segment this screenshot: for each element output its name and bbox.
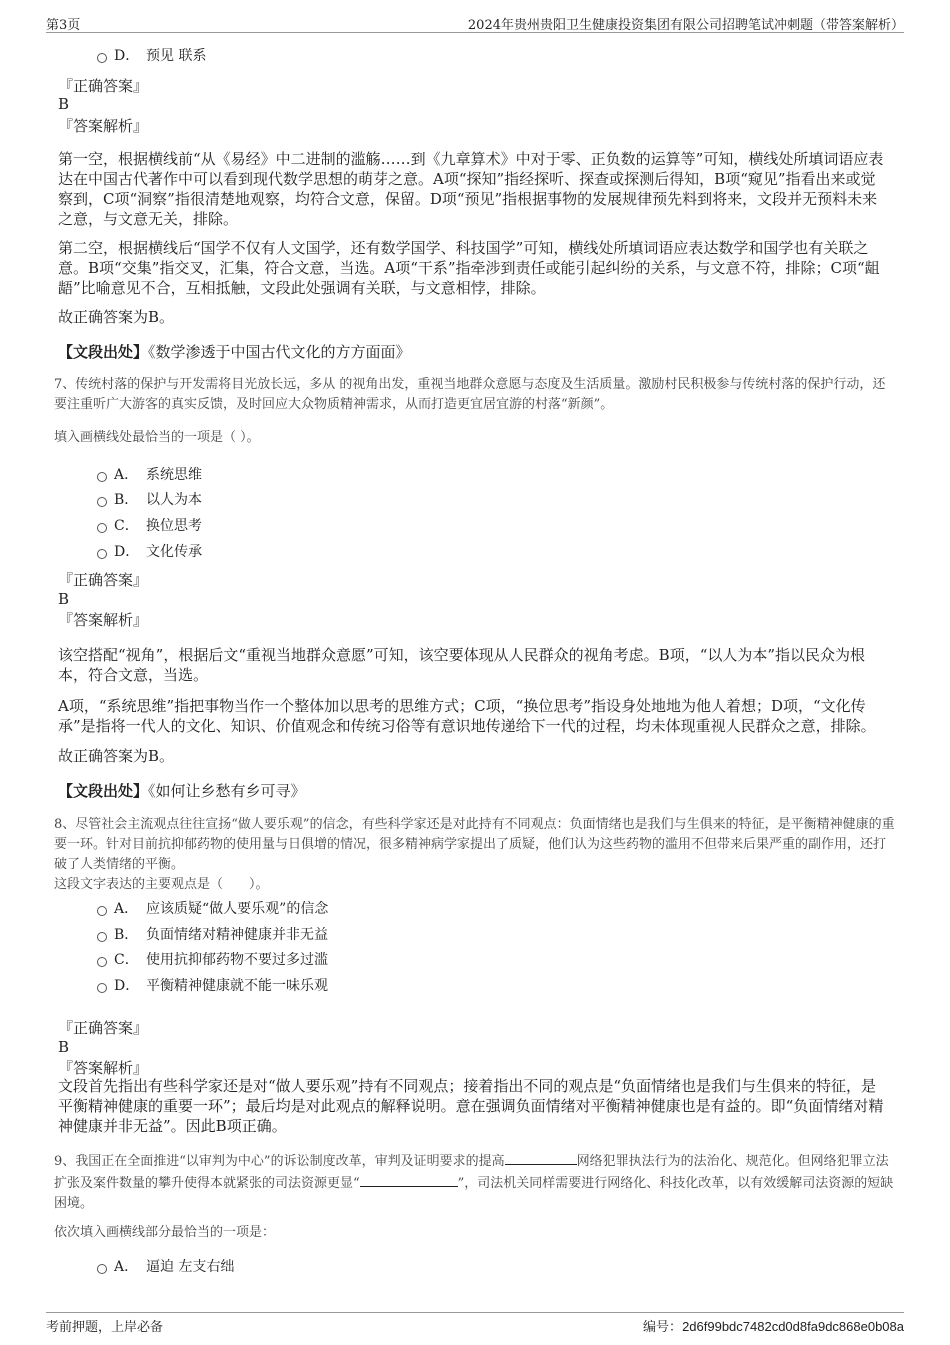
radio-icon[interactable] <box>97 983 107 993</box>
radio-icon[interactable] <box>97 1264 107 1274</box>
q7-analysis-paragraph-1: 该空搭配“视角”，根据后文“重视当地群众意愿”可知，该空要体现从人民群众的视角考虑。B项，“以人为本”指以民众为根本，符合文意，当选。 <box>58 646 866 684</box>
q9-option-a[interactable]: A． 逼迫 左支右绌 <box>97 1257 234 1277</box>
page-number: 第3页 <box>46 18 81 33</box>
page-footer <box>46 1312 904 1335</box>
q9-blank-1 <box>505 1150 577 1165</box>
q7-analysis-conclusion: 故正确答案为B。 <box>58 747 175 765</box>
radio-icon[interactable] <box>97 523 107 533</box>
q6-answer-value: B <box>58 95 70 113</box>
q7-answer-value: B <box>58 590 70 608</box>
q6-source: 【文段出处】《数学渗透于中国古代文化的方方面面》 <box>58 343 411 361</box>
q7-analysis-paragraph-2: A项，“系统思维”指把事物当作一个整体加以思考的思维方式；C项，“换位思考”指设身处地地为他人着想；D项，“文化传承”是指将一代人的文化、知识、价值观念和传统习俗等有意识地传递给下一代的过程，均未体现重视人民群众之意，排除。 <box>58 697 876 735</box>
document-title: 2024年贵州贵阳卫生健康投资集团有限公司招聘笔试冲刺题（带答案解析） <box>467 18 904 33</box>
q9-blank-2 <box>360 1172 458 1187</box>
q7-source: 【文段出处】《如何让乡愁有乡可寻》 <box>58 782 306 800</box>
q8-answer-value: B <box>58 1038 70 1056</box>
q6-answer-label: 『正确答案』 <box>58 77 149 95</box>
q6-analysis-paragraph-1: 第一空，根据横线前“从《易经》中二进制的滥觞……到《九章算术》中对于零、正负数的运算等”可知，横线处所填词语应表达在中国古代著作中可以看到现代数学思想的萌芽之意。A项“探知”指经探听、探查或探测后得知，B项“窥见”指看出来或觉察到，C项“洞察”指很清楚地观察，均符合文意，保留。D项“预见”指根据事物的发展规律预先料到将来，文段并无预料未来之意，与文意无关，排除。 <box>58 150 884 228</box>
q6-analysis-label: 『答案解析』 <box>58 117 149 135</box>
q7-stem: 7、传统村落的保护与开发需将目光放长远，多从 的视角出发，重视当地群众意愿与态度及生活质量。激励村民积极参与传统村落的保护行动，还要注重听广大游客的真实反馈，及时回应大众物质精神需求，从而打造更宜居宜游的村落“新颜”。 <box>54 377 886 412</box>
q7-answer-label: 『正确答案』 <box>58 571 149 589</box>
q8-analysis-label: 『答案解析』 <box>58 1059 149 1077</box>
q7-option-b[interactable]: B． 以人为本 <box>97 490 202 510</box>
radio-icon[interactable] <box>97 472 107 482</box>
radio-icon[interactable] <box>97 53 107 63</box>
q7-option-c[interactable]: C． 换位思考 <box>97 516 202 536</box>
page-header <box>46 14 904 33</box>
q6-analysis-paragraph-2: 第二空，根据横线后“国学不仅有人文国学，还有数学国学、科技国学”可知，横线处所填词语应表达数学和国学也有关联之意。B项“交集”指交叉，汇集，符合文意，当选。A项“干系”指牵涉到责任或能引起纠纷的关系，与文意不符，排除；C项“龃龉”比喻意见不合，互相抵触，文段此处强调有关联，与文意相悖，排除。 <box>58 239 880 297</box>
radio-icon[interactable] <box>97 957 107 967</box>
q9-stem: 9、我国正在全面推进“以审判为中心”的诉讼制度改革，审判及证明要求的提高 网络犯罪执法行为的法治化、规范化。但网络犯罪立法扩张及案件数量的攀升使得本就紧张的司法资源更显“ ”，司法机关同样需要进行网络化、科技化改革，以有效缓解司法资源的短缺困境。 <box>54 1150 896 1214</box>
q7-prompt: 填入画横线处最恰当的一项是（ ）。 <box>54 430 260 445</box>
q8-stem: 8、尽管社会主流观点往往宣扬“做人要乐观”的信念，有些科学家还是对此持有不同观点：负面情绪也是我们与生俱来的特征，是平衡精神健康的重要一环。针对目前抗抑郁药物的使用量与日俱增的情况，很多精神病学家提出了质疑，他们认为这些药物的滥用不但带来后果严重的副作用，还打破了人类情绪的平衡。 <box>54 817 895 872</box>
q8-prompt: 这段文字表达的主要观点是（ ）。 <box>54 877 269 892</box>
radio-icon[interactable] <box>97 549 107 559</box>
footer-slogan: 考前押题，上岸必备 <box>46 1320 164 1335</box>
q6-analysis-conclusion: 故正确答案为B。 <box>58 308 175 326</box>
q7-analysis-label: 『答案解析』 <box>58 611 149 629</box>
radio-icon[interactable] <box>97 906 107 916</box>
q8-option-a[interactable]: A． 应该质疑“做人要乐观”的信念 <box>97 899 328 919</box>
q9-prompt: 依次填入画横线部分最恰当的一项是： <box>54 1225 276 1240</box>
q8-option-b[interactable]: B． 负面情绪对精神健康并非无益 <box>97 925 328 945</box>
q8-analysis-paragraph: 文段首先指出有些科学家还是对“做人要乐观”持有不同观点；接着指出不同的观点是“负面情绪也是我们与生俱来的特征，是平衡精神健康的重要一环”；最后均是对此观点的解释说明。意在强调负面情绪对平衡精神健康也是有益的。即“负面情绪对精神健康并非无益”。因此B项正确。 <box>58 1077 884 1135</box>
q7-option-a[interactable]: A． 系统思维 <box>97 465 202 485</box>
q7-option-d[interactable]: D． 文化传承 <box>97 542 202 562</box>
q8-option-c[interactable]: C． 使用抗抑郁药物不要过多过滥 <box>97 950 328 970</box>
q6-option-d[interactable]: D． 预见 联系 <box>97 46 206 66</box>
radio-icon[interactable] <box>97 497 107 507</box>
radio-icon[interactable] <box>97 932 107 942</box>
q8-answer-label: 『正确答案』 <box>58 1019 149 1037</box>
q8-option-d[interactable]: D． 平衡精神健康就不能一味乐观 <box>97 976 328 996</box>
document-code: 编号：2d6f99bdc7482cd0d8fa9dc868e0b08a <box>643 1319 904 1335</box>
